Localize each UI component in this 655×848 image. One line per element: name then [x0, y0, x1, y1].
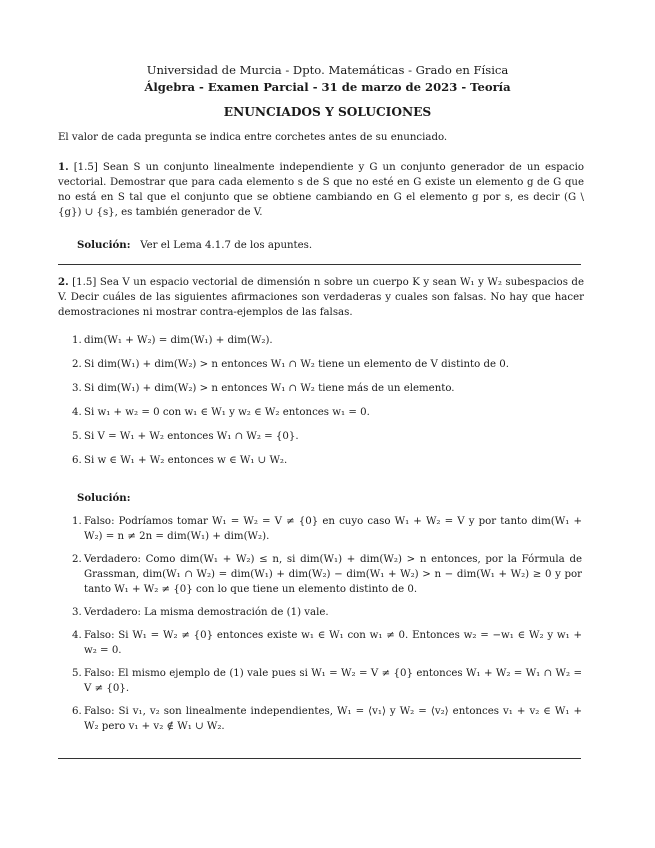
question-1-text: [1.5] Sean S un conjunto linealmente independiente y G un conjunto generador de un espacio vectorial. Demostrar que para cada elemento s de S que no esté en G existe un elemento g de G que no está en S tal que el conjunto que se obtiene cambiando en G el elemento g por s, es decir (G \ {g}) ∪ {s}, es también generador de V.: [58, 162, 584, 218]
question-1-solution-text: Ver el Lema 4.1.7 de los apuntes.: [140, 240, 313, 251]
bottom-rule: [58, 758, 581, 759]
header-exam-title: Álgebra - Examen Parcial - 31 de marzo de 2023 - Teoría: [144, 80, 511, 94]
header-institution: Universidad de Murcia - Dpto. Matemáticas - Grado en Física: [146, 63, 509, 77]
statement-item: 3. Si dim(W₁) + dim(W₂) > n entonces W₁ ∩ W₂ tiene más de un elemento.: [72, 383, 455, 394]
statement-item: 1. dim(W₁ + W₂) = dim(W₁) + dim(W₂).: [72, 335, 273, 346]
separator-rule: [58, 264, 581, 265]
intro-text: El valor de cada pregunta se indica entre corchetes antes de su enunciado.: [58, 132, 448, 143]
solution-item: 5. Falso: El mismo ejemplo de (1) vale pues si W₁ = W₂ = V ≠ {0} entonces W₁ + W₂ = W₁ ∩ W₂ = V ≠ {0}.: [72, 668, 582, 694]
statement-item: 6. Si w ∈ W₁ + W₂ entonces w ∈ W₁ ∪ W₂.: [72, 455, 288, 466]
statement-item: 2. Si dim(W₁) + dim(W₂) > n entonces W₁ ∩ W₂ tiene un elemento de V distinto de 0.: [72, 359, 510, 370]
header-section-title: ENUNCIADOS Y SOLUCIONES: [223, 105, 432, 119]
statements-list: [58, 333, 582, 468]
question-1-number: 1.: [58, 161, 69, 173]
solution-item: 1. Falso: Podríamos tomar W₁ = W₂ = V ≠ {0} en cuyo caso W₁ + W₂ = V y por tanto dim(W₁ + W₂) = n ≠ 2n = dim(W₁) + dim(W₂).: [72, 516, 582, 542]
solutions-list: [58, 514, 582, 734]
question-2-solution-label: Solución:: [77, 492, 131, 504]
question-1-solution: [77, 238, 577, 253]
question-2-text: [1.5] Sea V un espacio vectorial de dimensión n sobre un cuerpo K y sean W₁ y W₂ subespacios de V. Decir cuáles de las siguientes afirmaciones son verdaderas y cuales son falsas. No hay que hacer demostraciones ni mostrar contra-ejemplos de las falsas.: [58, 277, 584, 318]
question-2: [58, 275, 584, 320]
solution-item: 2. Verdadero: Como dim(W₁ + W₂) ≤ n, si dim(W₁) + dim(W₂) > n entonces, por la Fórmula de Grassman, dim(W₁ ∩ W₂) = dim(W₁) + dim(W₂) − dim(W₁ + W₂) > n − dim(W₁ + W₂) ≥ 0 y por tanto W₁ + W₂ ≠ {0} con lo que tiene un elemento distinto de 0.: [72, 554, 582, 595]
statement-item: 4. Si w₁ + w₂ = 0 con w₁ ∈ W₁ y w₂ ∈ W₂ entonces w₁ = 0.: [72, 407, 370, 418]
question-2-number: 2.: [58, 276, 69, 288]
solution-item: 4. Falso: Si W₁ = W₂ ≠ {0} entonces existe w₁ ∈ W₁ con w₁ ≠ 0. Entonces w₂ = −w₁ ∈ W₂ y w₁ + w₂ = 0.: [72, 630, 582, 656]
question-1: [58, 160, 584, 220]
question-2-solution-heading: [77, 491, 577, 506]
question-1-solution-label: Solución:: [77, 239, 131, 251]
statement-item: 5. Si V = W₁ + W₂ entonces W₁ ∩ W₂ = {0}.: [72, 431, 299, 442]
solution-item: 3. Verdadero: La misma demostración de (1) vale.: [72, 607, 329, 618]
solution-item: 6. Falso: Si v₁, v₂ son linealmente independientes, W₁ = ⟨v₁⟩ y W₂ = ⟨v₂⟩ entonces v₁ + v₂ ∈ W₁ + W₂ pero v₁ + v₂ ∉ W₁ ∪ W₂.: [72, 706, 582, 732]
